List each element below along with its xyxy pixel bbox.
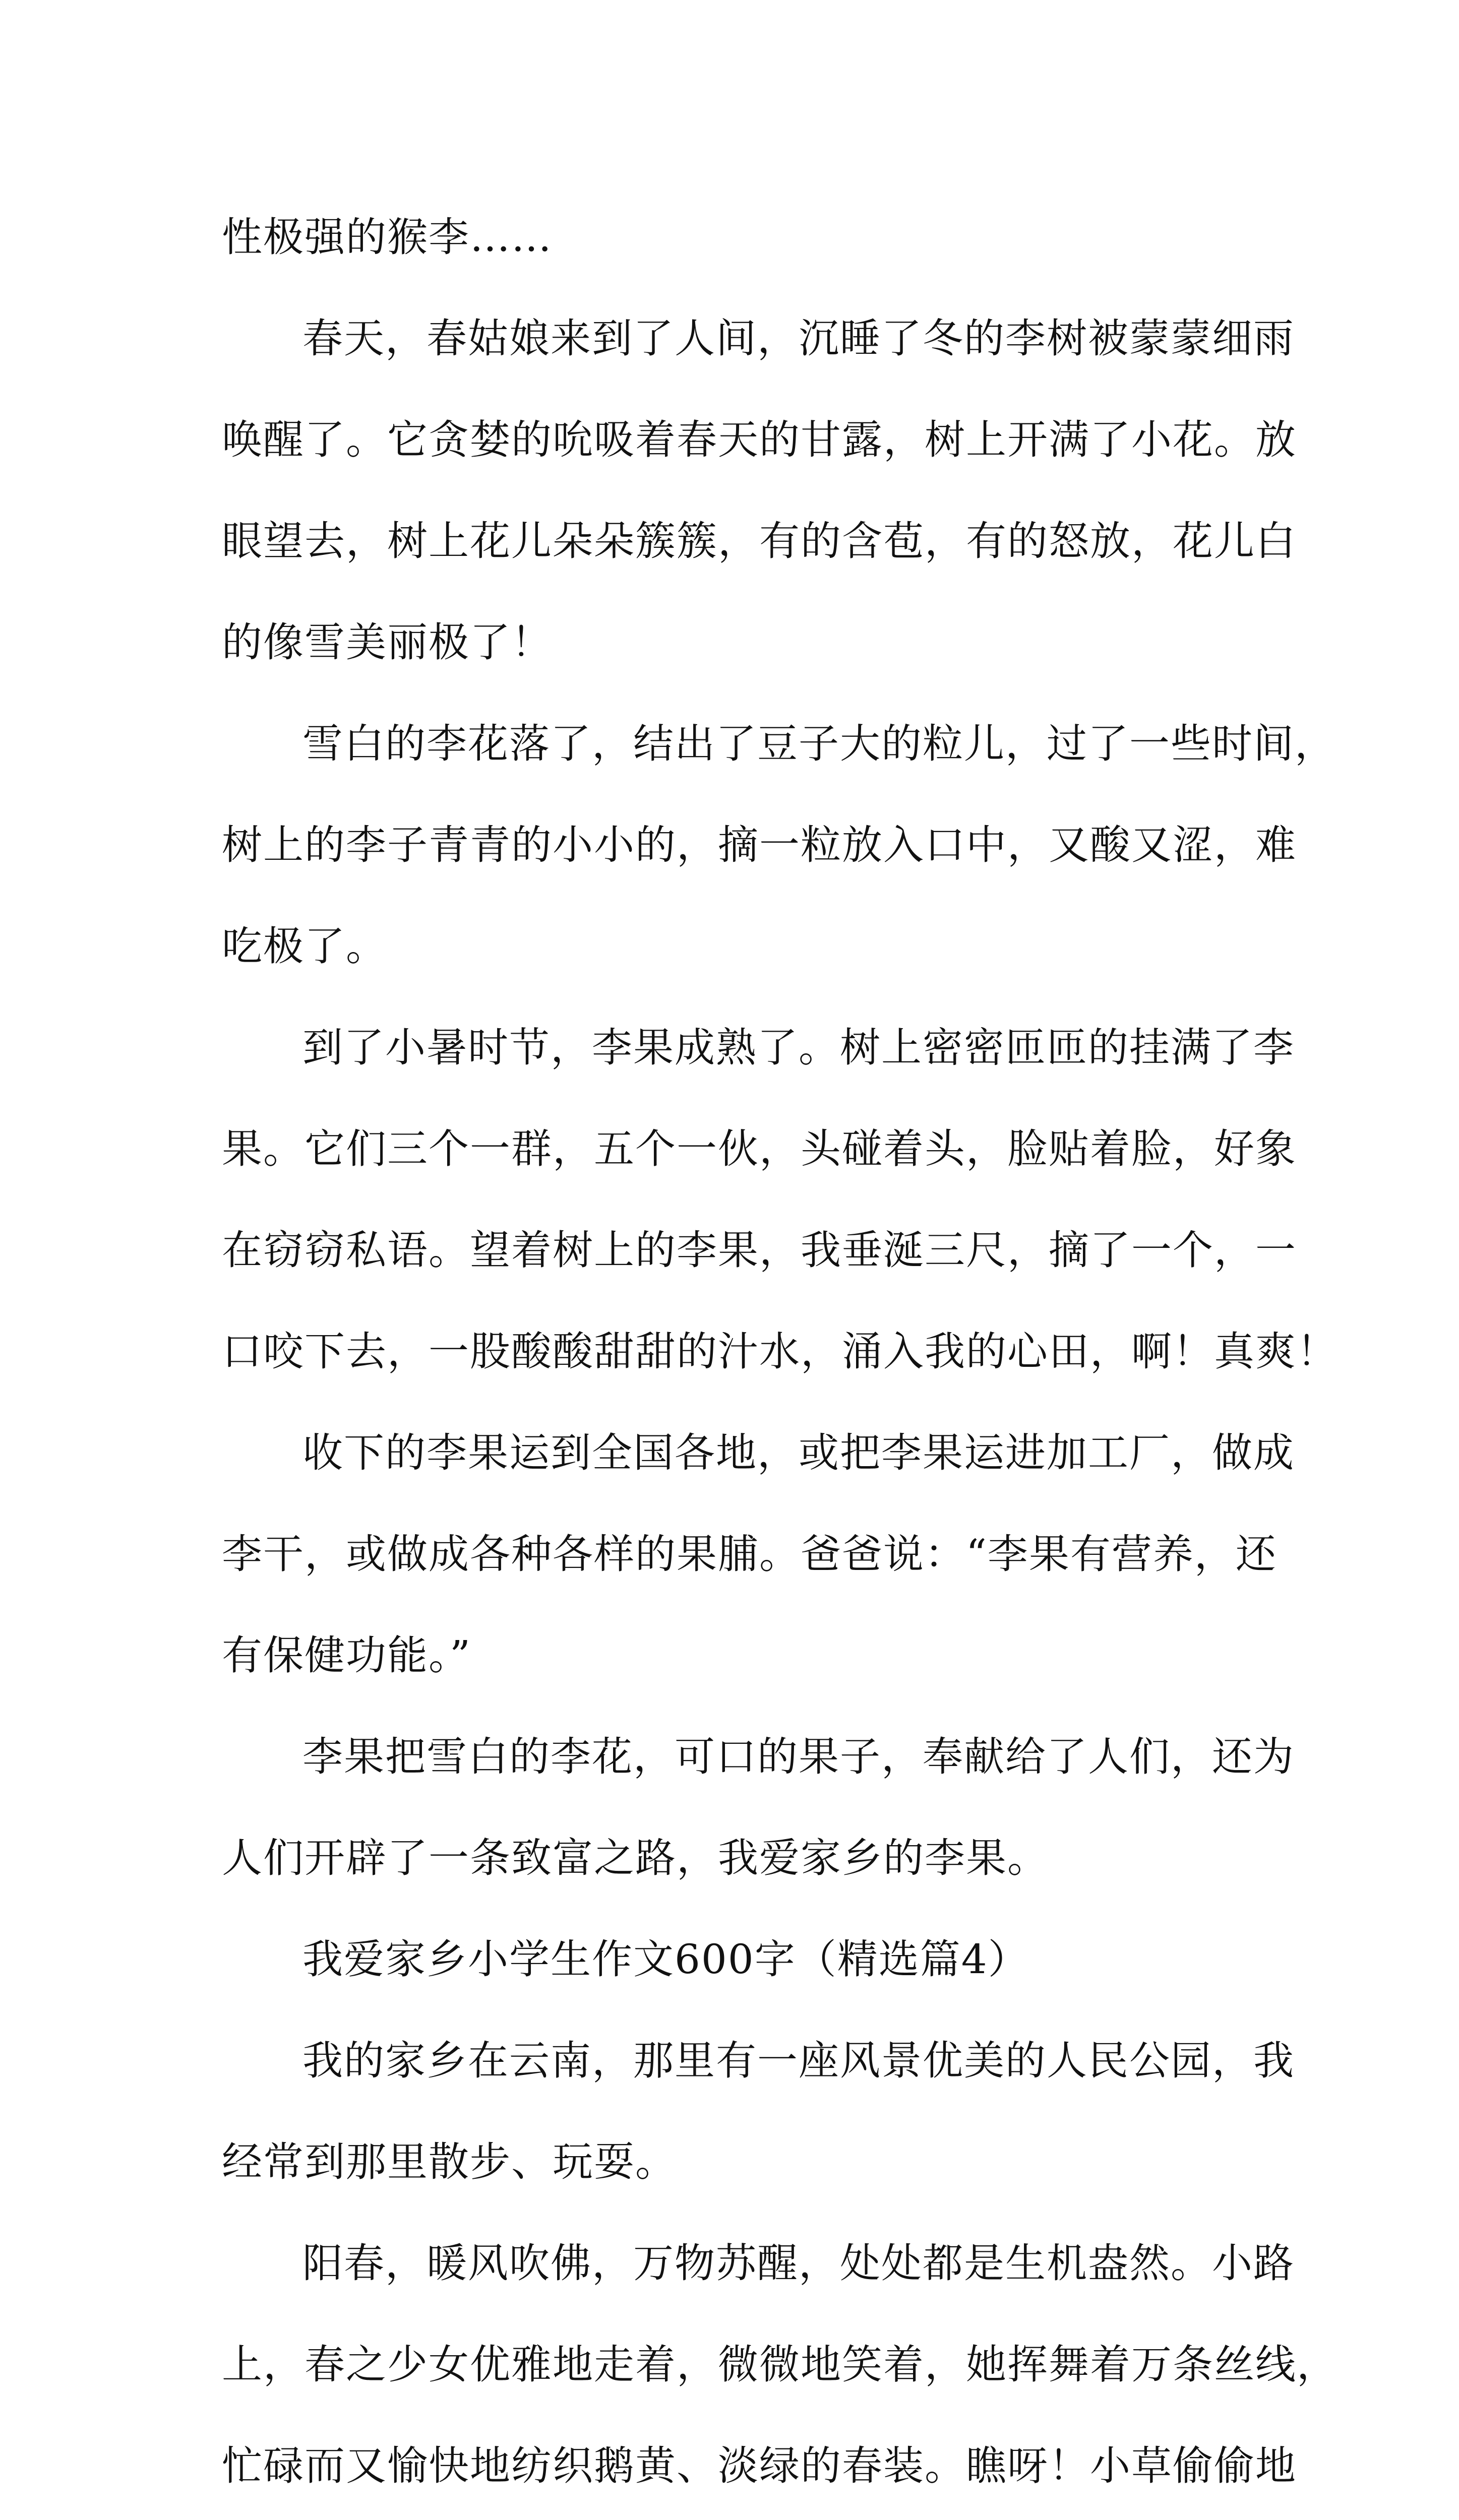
text-line: 树上的李子青青的小小的，摘一粒放入口中，又酸又涩，难 xyxy=(222,822,1297,868)
text-line: 李果把雪白的李花，可口的果子，奉献给了人们，还为 xyxy=(302,1733,1295,1780)
text-line: 眼望去，树上花儿朵朵簇簇，有的含苞，有的怒放，花儿白 xyxy=(222,518,1297,564)
text-line xyxy=(222,2516,1235,2520)
text-line: 收下的李果运到全国各地，或把李果运进加工厂，做成 xyxy=(302,1429,1295,1476)
text-line: 春天，春姑娘来到了人间，沉睡了冬的李树被蒙蒙细雨 xyxy=(302,315,1295,362)
text-line: 有保健功能。” xyxy=(222,1632,471,1679)
text-line: 我的家乡在云南，那里有一座风景优美的人民公园，我 xyxy=(302,2037,1295,2084)
text-line: 果。它们三个一群，五个一伙，头碰着头，脸贴着脸，好象 xyxy=(222,1125,1297,1172)
text-line: 雪白的李花落了，结出了豆子大的粒儿，过了一些时间， xyxy=(302,720,1336,767)
text-line: 李干，或做成各种各样的果脯。爸爸说：“李果有营养，还 xyxy=(222,1531,1277,1578)
text-line: 到了小暑时节，李果成熟了。树上密密匝匝的挂满了李 xyxy=(302,1024,1295,1071)
text-line: 的像雪美丽极了！ xyxy=(222,619,553,666)
text-line: 性极强的猴李…… xyxy=(222,214,553,261)
text-line: 忙碌而又愉快地纺织鹅黄、淡绿的春装。瞧呀！小草偷偷地 xyxy=(222,2442,1297,2489)
text-line: 人们开辟了一条致富之路，我爱家乡的李果。 xyxy=(222,1835,1049,1881)
text-line: 唤醒了。它贪婪的吮吸着春天的甘露，树上开满了小花。放 xyxy=(222,416,1297,463)
text-line: 上，春之少女优雅地走着，微微地笑着，她挥舞着万条丝线， xyxy=(222,2341,1338,2388)
document-body xyxy=(222,186,1338,2520)
text-line: 在窃窃私语。望着树上的李果，我垂涎三尺，摘了一个，一 xyxy=(222,1227,1297,1274)
text-line: 经常到那里散步、玩耍。 xyxy=(222,2138,677,2185)
section-heading: 我爱家乡小学生作文600字（精选篇4） xyxy=(302,1936,1029,1983)
text-line: 吃极了。 xyxy=(222,923,387,970)
text-line: 口咬下去，一股酸酸甜甜的汁水，涌入我的心田，啊！真爽！ xyxy=(222,1328,1338,1375)
text-line: 阳春，暖风吹佛，万物苏醒，处处都是生机盎然。小路 xyxy=(302,2240,1295,2287)
